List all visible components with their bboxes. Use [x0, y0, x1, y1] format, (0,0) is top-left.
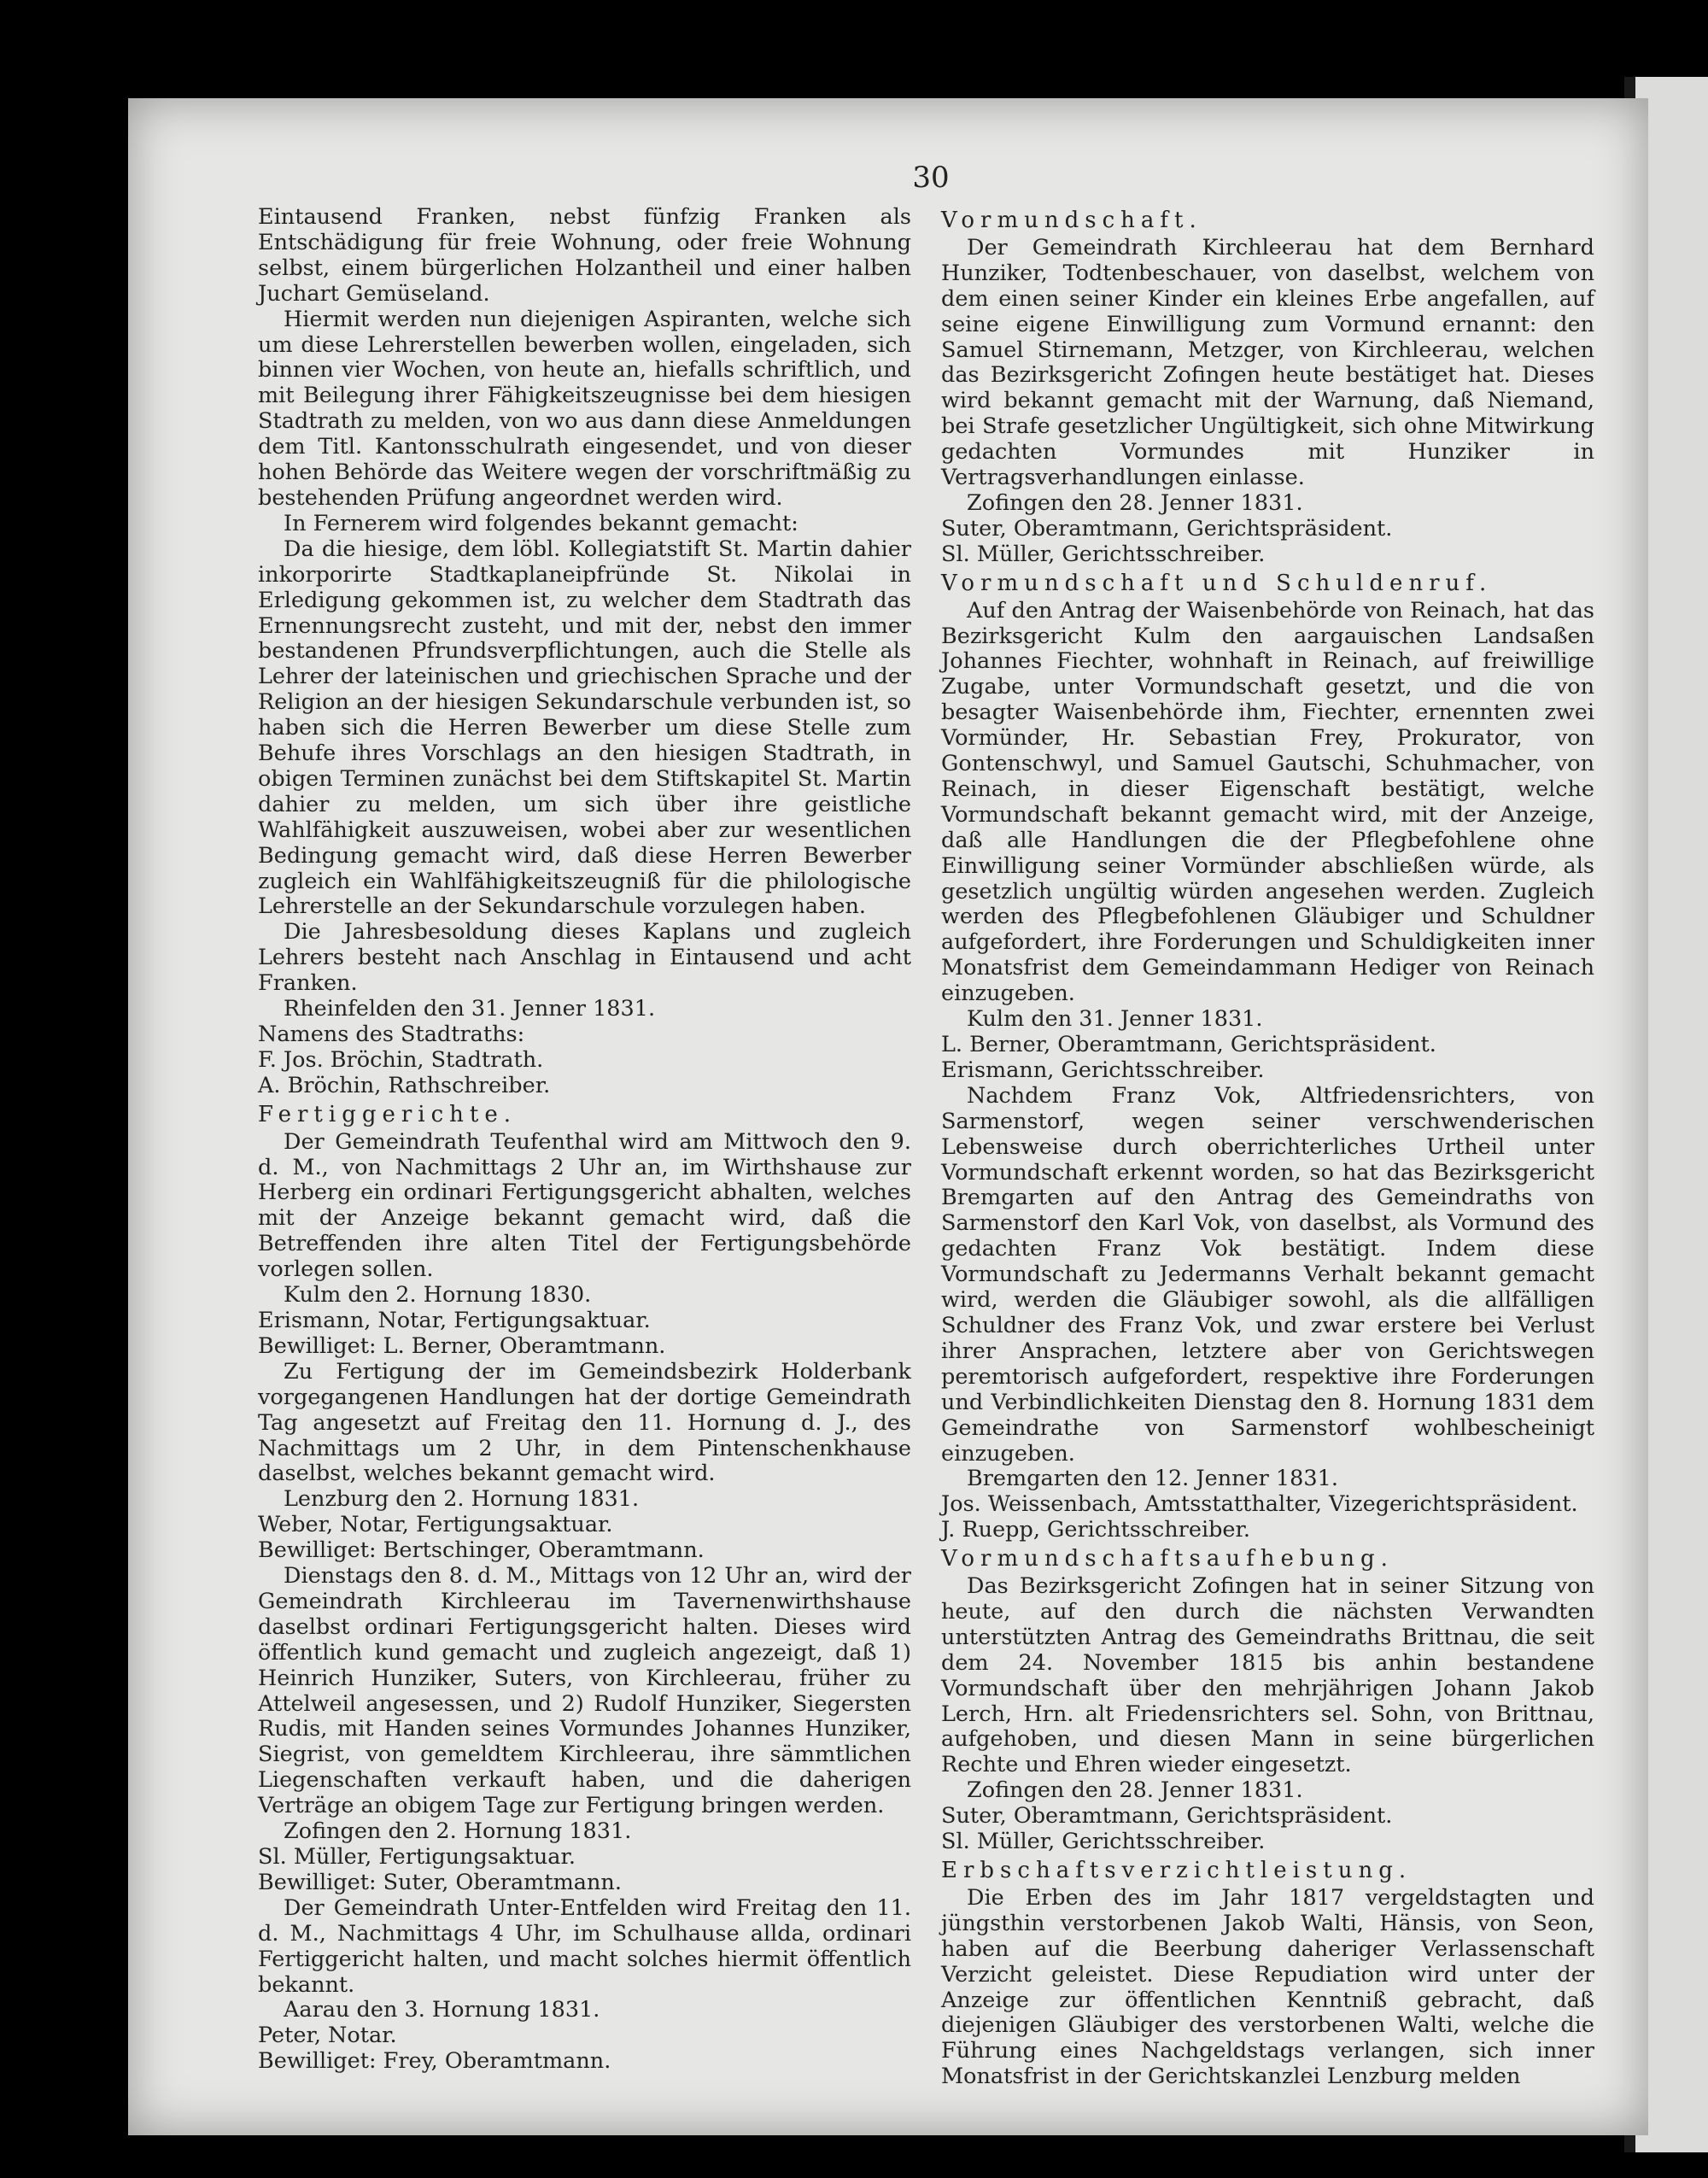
signature-line: Jos. Weissenbach, Amtsstatthalter, Vizegerichtspräsident. [941, 1491, 1578, 1518]
signature-line: Suter, Oberamtmann, Gerichtspräsident. [941, 515, 1393, 542]
signature-line: Sl. Müller, Fertigungsaktuar. [258, 1844, 576, 1870]
paragraph: Nachdem Franz Vok, Altfriedensrichters, von Sarmenstorf, wegen seiner verschwenderischen Lebensweise durch oberrichterliches Urtheil unter Vormundschaft erkennt worden, so hat das Bezirksgericht Bremgarten auf den Antrag des Gemeindraths von Sarmenstorf den Karl Vok, von daselbst, als Vormund des gedachten Franz Vok bestätigt. Indem diese Vormundschaft zu Jedermanns Verhalt bekannt gemacht wird, werden die Gläubiger sowohl, als die allfälligen Schuldner des Franz Vok, und zwar erstere bei Verlust ihrer Ansprachen, letztere aber von Gerichtswegen peremtorisch aufgefordert, respektive ihre Forderungen und Verbindlichkeiten Dienstag den 8. Hornung 1831 dem Gemeindrathe von Sarmenstorf wohlbescheinigt einzugeben. [941, 1082, 1594, 1467]
paragraph: Bewilliget: L. Berner, Oberamtmann. [258, 1332, 666, 1359]
paragraph: Dienstags den 8. d. M., Mittags von 12 Uhr an, wird der Gemeindrath Kirchleerau im Tavernenwirthshause daselbst ordinari Fertigungsgericht halten. Dieses wird öffentlich kund gemacht und zugleich angezeigt, daß 1) Heinrich Hunziker, Suters, von Kirchleerau, früher zu Attelweil angesessen, und 2) Rudolf Hunziker, Siegersten Rudis, mit Handen seines Vormundes Johannes Hunziker, Siegrist, von gemeldtem Kirchleerau, ihre sämmtlichen Liegenschaften verkauft haben, und die daherigen Verträge an obigem Tage zur Fertigung bringen werden. [258, 1563, 911, 1819]
signature-line: F. Jos. Bröchin, Stadtrath. [258, 1046, 544, 1073]
dateline: Aarau den 3. Hornung 1831. [284, 1997, 600, 2023]
paragraph: Die Erben des im Jahr 1817 vergeldstagten und jüngsthin verstorbenen Jakob Walti, Hänsis, von Seon, haben auf die Beerbung daheriger Verlassenschaft Verzicht geleistet. Diese Repudiation wird unter der Anzeige zur öffentlichen Kenntniß gebracht, daß diejenigen Gläubiger des verstorbenen Walti, welche die Führung eines Nachgeldstags verlangen, sich inner Monatsfrist in der Gerichtskanzlei Lenzburg melden [941, 1884, 1594, 2090]
paragraph: Eintausend Franken, nebst fünfzig Franken als Entschädigung für freie Wohnung, oder freie Wohnung selbst, einem bürgerlichen Holzantheil und einer halben Juchart Gemüseland. [258, 204, 911, 307]
dateline: Kulm den 31. Jenner 1831. [967, 1006, 1263, 1033]
paragraph: Da die hiesige, dem löbl. Kollegiatstift St. Martin dahier inkorporirte Stadtkaplaneipfründe St. Nikolai in Erledigung gekommen ist, zu welcher dem Stadtrath das Ernennungsrecht zusteht, und mit der, nebst den immer bestandenen Pfrundsverpflichtungen, auch die Stelle als Lehrer der lateinischen und griechischen Sprache und der Religion an der hiesigen Sekundarschule verbunden ist, so haben sich die Herren Bewerber um diese Stelle zum Behufe ihres Vorschlags an den hiesigen Stadtrath, in obigen Terminen zunächst bei dem Stiftskapitel St. Martin dahier zu melden, um sich über ihre geistliche Wahlfähigkeit auszuweisen, wobei aber zur wesentlichen Bedingung gemacht wird, daß diese Herren Bewerber zugleich ein Wahlfähigkeitszeugniß für die philologische Lehrerstelle an der Sekundarschule vorzulegen haben. [258, 536, 911, 920]
paragraph: Die Jahresbesoldung dieses Kaplans und zugleich Lehrers besteht nach Anschlag in Eintausend und acht Franken. [258, 919, 911, 997]
signature-line: Suter, Oberamtmann, Gerichtspräsident. [941, 1803, 1393, 1830]
dateline: Zofingen den 28. Jenner 1831. [967, 1777, 1303, 1804]
signature-line: Erismann, Notar, Fertigungsaktuar. [258, 1307, 651, 1333]
signature-line: Peter, Notar. [258, 2023, 397, 2049]
signature-line: Sl. Müller, Gerichtsschreiber. [941, 1829, 1266, 1855]
dateline: Kulm den 2. Hornung 1830. [284, 1282, 592, 1309]
paragraph: Das Bezirksgericht Zofingen hat in seiner Sitzung von heute, auf den durch die nächsten Verwandten unterstützten Antrag des Gemeindraths Brittnau, die seit dem 24. November 1815 bis anhin bestandene Vormundschaft über den mehrjährigen Johann Jakob Lerch, Hrn. alt Friedensrichters sel. Sohn, von Brittnau, aufgehoben, und diesen Mann in seine bürgerlichen Rechte und Ehren wieder eingesetzt. [941, 1573, 1594, 1778]
page-number: 30 [912, 161, 950, 195]
section-heading: Fertiggerichte. [258, 1101, 518, 1127]
paragraph: Der Gemeindrath Unter-Entfelden wird Freitag den 11. d. M., Nachmittags 4 Uhr, im Schulhause allda, ordinari Fertiggericht halten, und macht solches hiermit öffentlich bekannt. [258, 1894, 911, 1998]
paragraph: Auf den Antrag der Waisenbehörde von Reinach, hat das Bezirksgericht Kulm den aargauischen Landsaßen Johannes Fiechter, wohnhaft in Reinach, auf freiwillige Zugabe, unter Vormundschaft gesetzt, und die von besagter Waisenbehörde ihm, Fiechter, ernennten zwei Vormünder, Hr. Sebastian Frey, Prokurator, von Gontenschwyl, und Samuel Gautschi, Schuhmacher, von Reinach, in dieser Eigenschaft bestätigt, welche Vormundschaft bekannt gemacht wird, mit der Anzeige, daß alle Handlungen die der Pflegbefohlene ohne Einwilligung seiner Vormünder abschließen würde, als gesetzlich ungültig würden angesehen werden. Zugleich werden des Pflegbefohlenen Gläubiger und Schuldner aufgefordert, ihre Forderungen und Schuldigkeiten inner Monatsfrist dem Gemeindammann Hediger von Reinach einzugeben. [941, 597, 1594, 1007]
paragraph: Der Gemeindrath Kirchleerau hat dem Bernhard Hunziker, Todtenbeschauer, von daselbst, welchem von dem einen seiner Kinder ein kleines Erbe angefallen, auf seine eigene Einwilligung zum Vormund ernannt: den Samuel Stirnemann, Metzger, von Kirchleerau, welchen das Bezirksgericht Zofingen heute bestätiget hat. Dieses wird bekannt gemacht mit der Warnung, daß Niemand, bei Strafe gesetzlicher Ungültigkeit, sich ohne Mitwirkung gedachten Vormundes mit Hunziker in Vertragsverhandlungen einlasse. [941, 234, 1594, 491]
section-heading: Vormundschaft und Schuldenruf. [941, 570, 1493, 596]
signature-line: L. Berner, Oberamtmann, Gerichtspräsident. [941, 1032, 1436, 1057]
paragraph: Zu Fertigung der im Gemeindsbezirk Holderbank vorgegangenen Handlungen hat der dortige Gemeindrath Tag angesetzt auf Freitag den 11. Hornung d. J., des Nachmittags um 2 Uhr, in dem Pintenschenkhause daselbst, welches bekannt gemacht wird. [258, 1358, 911, 1487]
paragraph: Bewilliget: Frey, Oberamtmann. [258, 2048, 611, 2075]
section-heading: Vormundschaft. [941, 208, 1202, 233]
paragraph: Bewilliget: Bertschinger, Oberamtmann. [258, 1537, 705, 1564]
section-heading: Vormundschaftsaufhebung. [941, 1546, 1394, 1572]
signature-line: Weber, Notar, Fertigungsaktuar. [258, 1512, 613, 1538]
signature-line: J. Ruepp, Gerichtsschreiber. [941, 1517, 1251, 1543]
signature-line: Erismann, Gerichtsschreiber. [941, 1057, 1265, 1083]
left-column [258, 205, 911, 2075]
dateline: Lenzburg den 2. Hornung 1831. [284, 1486, 640, 1513]
section-heading: Erbschaftsverzichtleistung. [941, 1858, 1413, 1883]
dateline: Rheinfelden den 31. Jenner 1831. [284, 996, 656, 1022]
paragraph: Der Gemeindrath Teufenthal wird am Mittwoch den 9. d. M., von Nachmittags 2 Uhr an, im Wirthshause zur Herberg ein ordinari Fertigungsgericht abhalten, welches mit der Anzeige bekannt gemacht wird, daß die Betreffenden ihre alten Titel der Fertigungsbehörde vorlegen sollen. [258, 1128, 911, 1283]
signature-line: A. Bröchin, Rathschreiber. [258, 1072, 551, 1098]
paragraph: Bewilliget: Suter, Oberamtmann. [258, 1869, 622, 1895]
signature-line: Namens des Stadtraths: [258, 1022, 525, 1047]
dateline: Zofingen den 28. Jenner 1831. [967, 489, 1303, 516]
paragraph: In Fernerem wird folgendes bekannt gemacht: [284, 510, 798, 536]
right-column [941, 205, 1594, 2090]
dateline: Zofingen den 2. Hornung 1831. [284, 1818, 632, 1845]
signature-line: Sl. Müller, Gerichtsschreiber. [941, 541, 1266, 567]
paragraph: Hiermit werden nun diejenigen Aspiranten, welche sich um diese Lehrerstellen bewerben wollen, eingeladen, sich binnen vier Wochen, von heute an, hiefalls schriftlich, und mit Beilegung ihrer Fähigkeitszeugnisse bei dem hiesigen Stadtrath zu melden, von wo aus dann diese Anmeldungen dem Titl. Kantonsschulrath eingesendet, und von dieser hohen Behörde das Weitere wegen der vorschriftmäßig zu bestehenden Prüfung angeordnet werden wird. [258, 306, 911, 511]
dateline: Bremgarten den 12. Jenner 1831. [967, 1466, 1338, 1492]
